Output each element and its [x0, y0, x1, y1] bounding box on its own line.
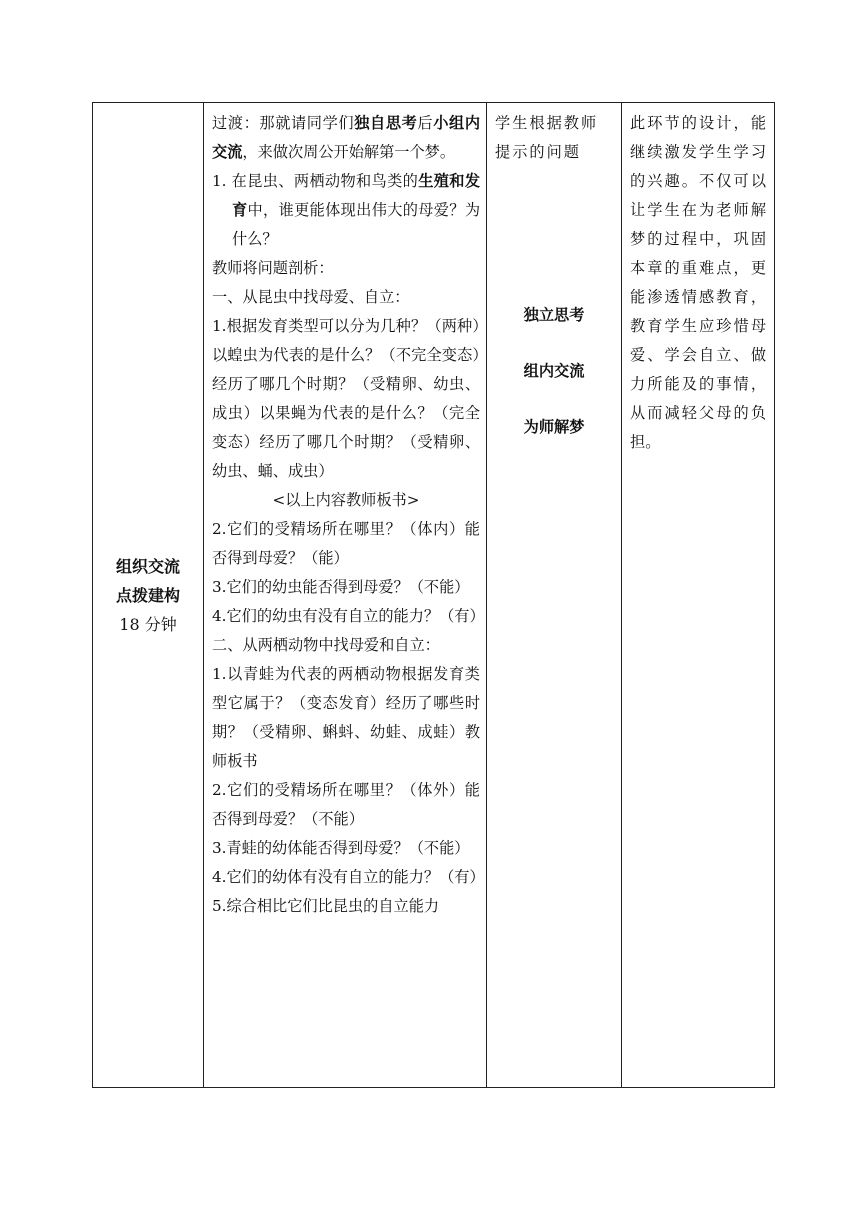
- question-1: [212, 167, 480, 254]
- student-intro: 学生根据教师提示的问题: [495, 114, 599, 161]
- transition-text-mid: 后: [417, 114, 434, 132]
- analysis-intro: 教师将问题剖析：: [212, 259, 334, 277]
- part2-question-2: 2.它们的受精场所在哪里？（体外）能否得到母爱？（不能）: [212, 781, 480, 828]
- stage-time: 18 分钟: [119, 614, 177, 634]
- student-activity-cell: [487, 103, 622, 1088]
- part2-question-5: 5.综合相比它们比昆虫的自立能力: [212, 897, 440, 915]
- part1-question-2: 2.它们的受精场所在哪里？（体内）能否得到母爱？（能）: [212, 520, 480, 567]
- part2-title: 二、从两栖动物中找母爱和自立：: [212, 636, 440, 654]
- transition-bold-group: 小组内交流: [212, 114, 481, 161]
- design-note: 此环节的设计，能继续激发学生学习的兴趣。不仅可以让学生在为老师解梦的过程中，巩固本章的重难点，更能渗透情感教育，教育学生应珍惜母爱、学会自立、做力所能及的事情，从而减轻父母的负担。: [630, 114, 766, 451]
- transition-text-end: ，来做次周公开始解第一个梦。: [242, 143, 455, 161]
- question-1-text: 1. 在昆虫、两栖动物和鸟类的: [212, 172, 419, 190]
- part1-question-1: 1.根据发育类型可以分为几种？（两种）以蝗虫为代表的是什么？（不完全变态）经历了哪几个时期？（受精卵、幼虫、成虫）以果蝇为代表的是什么？（完全变态）经历了哪几个时期？（受精卵、幼虫、蛹、成虫）: [212, 317, 480, 480]
- transition-text: 过渡：那就请同学们: [212, 114, 355, 132]
- question-1-bold: 生殖和发育: [232, 172, 481, 219]
- student-acts: [495, 301, 613, 442]
- stage-cell: [93, 103, 204, 1088]
- part1-board-note: <以上内容教师板书>: [272, 491, 420, 509]
- part1-question-3: 3.它们的幼虫能否得到母爱？（不能）: [212, 578, 470, 596]
- part2-question-3: 3.青蛙的幼体能否得到母爱？（不能）: [212, 839, 470, 857]
- part2-question-4: 4.它们的幼体有没有自立的能力？（有）: [212, 868, 485, 886]
- question-1-text-end: 中，谁更能体现出伟大的母爱？为什么？: [232, 201, 481, 248]
- part1-question-4: 4.它们的幼虫有没有自立的能力？（有）: [212, 607, 485, 625]
- act-solve: 为师解梦: [523, 418, 585, 436]
- transition-bold-think: 独自思考: [354, 114, 418, 132]
- design-intent-cell: [622, 103, 775, 1088]
- part1-title: 一、从昆虫中找母爱、自立：: [212, 288, 410, 306]
- part2-question-1: 1.以青蛙为代表的两栖动物根据发育类型它属于？（变态发育）经历了哪些时期？（受精卵、蝌蚪、幼蛙、成蛙）教师板书: [212, 665, 480, 770]
- act-group: 组内交流: [523, 362, 585, 380]
- act-think: 独立思考: [523, 306, 585, 324]
- stage-line-2: 点拨建构: [115, 585, 180, 605]
- stage-line-1: 组织交流: [115, 556, 180, 576]
- table-row: [93, 103, 775, 1088]
- lesson-plan-table: [92, 102, 775, 1088]
- transition-paragraph: [212, 109, 480, 167]
- teaching-process-cell: [204, 103, 487, 1088]
